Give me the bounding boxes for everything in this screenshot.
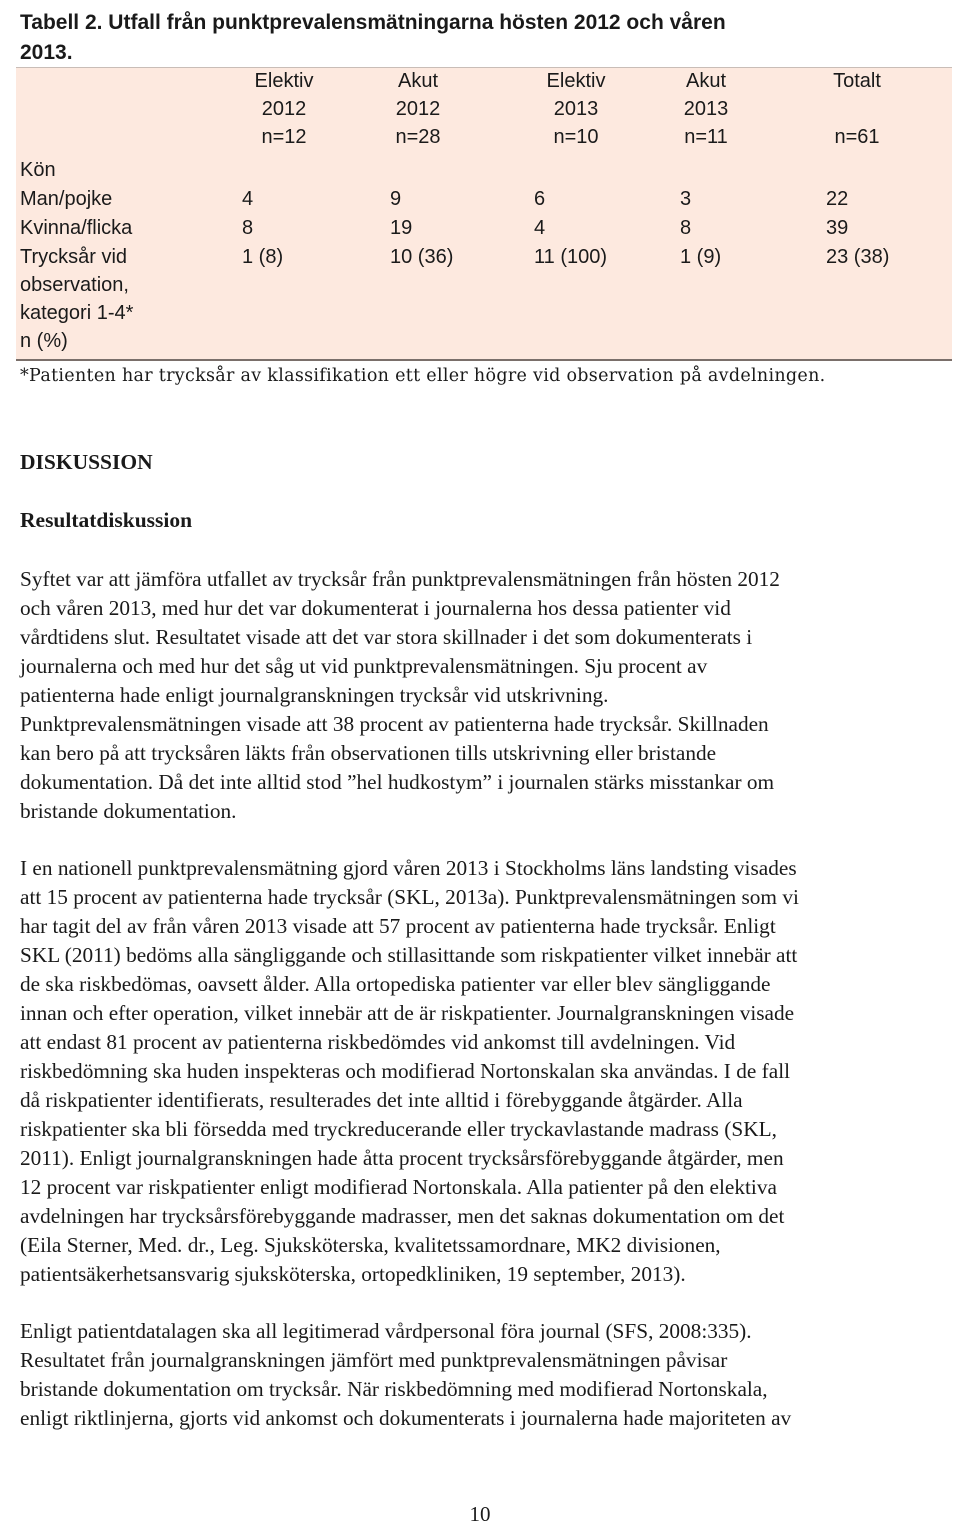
- results-table: [16, 67, 952, 361]
- cell-man-akut-2013: 3: [680, 188, 692, 210]
- paragraph-1: [20, 565, 950, 826]
- paragraph-line: I en nationell punktprevalensmätning gjord våren 2013 i Stockholms läns landsting visades: [20, 856, 797, 880]
- cell-kvinna-totalt: 39: [826, 217, 849, 239]
- cell-man-akut-2012: 9: [390, 188, 402, 210]
- cell-trycksar-elektiv-2012: 1 (8): [242, 246, 284, 268]
- paragraph-line: 12 procent var riskpatienter enligt modifierad Nortonskala. Alla patienter på den elektiva: [20, 1175, 777, 1199]
- cell-kvinna-elektiv-2013: 4: [534, 217, 546, 239]
- paragraph-line: har tagit del av från våren 2013 visade att 57 procent av patienterna hade trycksår. Enligt: [20, 914, 776, 938]
- paragraph-line: vårdtidens slut. Resultatet visade att det var stora skillnader i det som dokumenterats i: [20, 625, 753, 649]
- paragraph-line: riskbedömning ska huden inspekteras och modifierad Nortonskalan ska användas. I de fall: [20, 1059, 791, 1083]
- paragraph-line: dokumentation. Då det inte alltid stod ”hel hudkostym” i journalen stärks misstankar om: [20, 770, 775, 794]
- cell-man-elektiv-2012: 4: [242, 188, 254, 210]
- paragraph-line: patienterna hade enligt journalgranskningen trycksår vid utskrivning.: [20, 683, 609, 707]
- row-label-kon: Kön: [20, 159, 56, 181]
- paragraph-line: och våren 2013, med hur det var dokumenterat i journalerna hos dessa patienter vid: [20, 596, 731, 620]
- cell-trycksar-totalt: 23 (38): [826, 246, 890, 268]
- cell-trycksar-elektiv-2013: 11 (100): [534, 246, 608, 268]
- cell-trycksar-akut-2012: 10 (36): [390, 246, 454, 268]
- cell-trycksar-akut-2013: 1 (9): [680, 246, 722, 268]
- paragraph-line: avdelningen har trycksårsförebyggande madrasser, men det saknas dokumentation om det: [20, 1204, 785, 1228]
- cell-man-elektiv-2013: 6: [534, 188, 546, 210]
- paragraph-line: Resultatet från journalgranskningen jämfört med punktprevalensmätningen påvisar: [20, 1348, 728, 1372]
- table-caption: [20, 8, 950, 68]
- paragraph-line: Syftet var att jämföra utfallet av trycksår från punktprevalensmätningen från hösten 2012: [20, 567, 780, 591]
- column-header-elektiv-2012: Elektiv 2012 n=12: [254, 70, 314, 148]
- paragraph-line: patientsäkerhetsansvarig sjuksköterska, ortopedkliniken, 19 september, 2013).: [20, 1262, 686, 1286]
- paragraph-2: [20, 854, 950, 1289]
- column-header-akut-2013: Akut 2013 n=11: [683, 70, 729, 148]
- table-footnote: *Patienten har trycksår av klassifikation ett eller högre vid observation på avdelningen.: [20, 366, 826, 386]
- paragraph-line: Punktprevalensmätningen visade att 38 procent av patienterna hade trycksår. Skillnaden: [20, 712, 769, 736]
- cell-kvinna-akut-2013: 8: [680, 217, 692, 239]
- row-label-trycksar: Trycksår vid observation, kategori 1-4* n (%): [20, 246, 134, 352]
- cell-man-totalt: 22: [826, 188, 849, 210]
- paragraph-line: 2011). Enligt journalgranskningen hade åtta procent trycksårsförebyggande åtgärder, men: [20, 1146, 784, 1170]
- paragraph-line: innan och efter operation, vilket innebär att de är riskpatienter. Journalgranskningen visade: [20, 1001, 795, 1025]
- paragraph-line: SKL (2011) bedöms alla sängliggande och stillasittande som riskpatienter vilket innebär att: [20, 943, 798, 967]
- row-label-kvinna: Kvinna/flicka: [20, 217, 133, 239]
- paragraph-line: Enligt patientdatalagen ska all legitimerad vårdpersonal föra journal (SFS, 2008:335).: [20, 1319, 752, 1343]
- caption-line-2: 2013.: [20, 41, 73, 64]
- subsection-heading: Resultatdiskussion: [20, 508, 193, 532]
- paragraph-line: att endast 81 procent av patienterna riskbedömdes vid ankomst till avdelningen. Vid: [20, 1030, 736, 1054]
- cell-kvinna-elektiv-2012: 8: [242, 217, 254, 239]
- column-header-elektiv-2013: Elektiv 2013 n=10: [546, 70, 606, 148]
- row-label-man: Man/pojke: [20, 188, 113, 210]
- paragraph-line: (Eila Sterner, Med. dr., Leg. Sjuksköterska, kvalitetssamordnare, MK2 divisionen,: [20, 1233, 721, 1257]
- column-header-akut-2012: Akut 2012 n=28: [395, 70, 441, 148]
- paragraph-line: då riskpatienter identifierats, resulterades det inte alltid i förebyggande åtgärder. Alla: [20, 1088, 743, 1112]
- paragraph-3: [20, 1317, 950, 1433]
- paragraph-line: enligt riktlinjerna, gjorts vid ankomst och dokumenterats i journalerna hade majoriteten av: [20, 1406, 792, 1430]
- page-number: 10: [469, 1502, 491, 1526]
- paragraph-line: bristande dokumentation.: [20, 799, 237, 823]
- paragraph-line: de ska riskbedömas, oavsett ålder. Alla ortopediska patienter var eller blev sängliggande: [20, 972, 771, 996]
- caption-line-1: Tabell 2. Utfall från punktprevalensmätningarna hösten 2012 och våren: [20, 11, 726, 34]
- cell-kvinna-akut-2012: 19: [390, 217, 413, 239]
- paragraph-line: att 15 procent av patienterna hade trycksår (SKL, 2013a). Punktprevalensmätningen som vi: [20, 885, 799, 909]
- paragraph-line: riskpatienter ska bli försedda med tryckreducerande eller tryckavlastande madrass (SKL,: [20, 1117, 777, 1141]
- paragraph-line: journalerna och med hur det såg ut vid punktprevalensmätningen. Sju procent av: [20, 654, 708, 678]
- section-heading: DISKUSSION: [20, 450, 153, 474]
- paragraph-line: bristande dokumentation om trycksår. När riskbedömning med modifierad Nortonskala,: [20, 1377, 768, 1401]
- column-header-totalt: Totalt n=61: [833, 70, 881, 148]
- paragraph-line: kan bero på att trycksåren läkts från observationen tills utskrivning eller bristande: [20, 741, 717, 765]
